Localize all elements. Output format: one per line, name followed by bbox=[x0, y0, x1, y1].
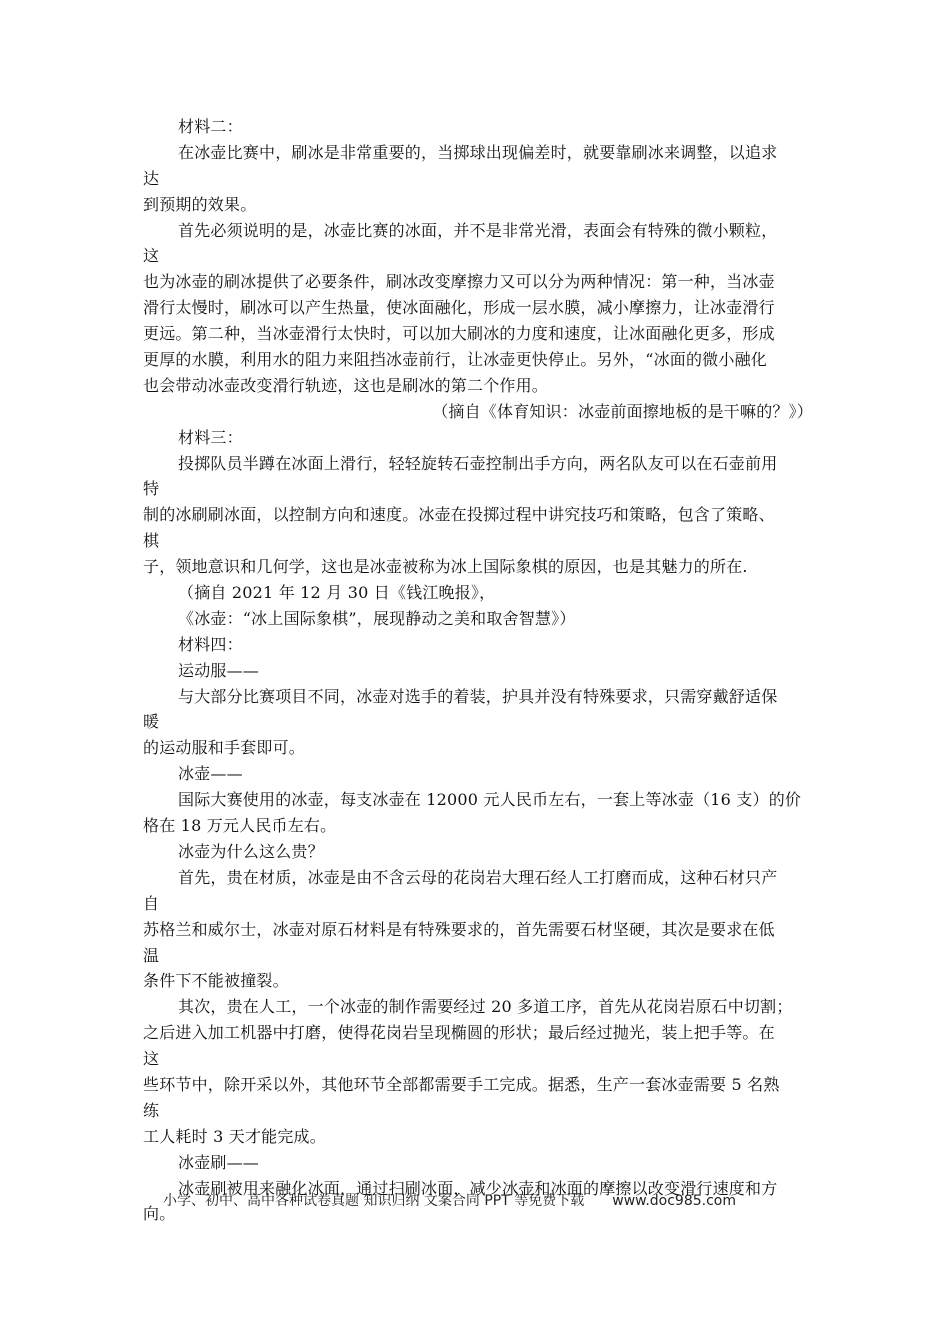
text-line: 达 bbox=[143, 168, 160, 188]
text-line: 温 bbox=[143, 945, 160, 965]
text-line: 向。 bbox=[143, 1204, 176, 1224]
text-line: 与大部分比赛项目不同，冰壶对选手的着装，护具并没有特殊要求，只需穿戴舒适保 bbox=[178, 686, 778, 706]
text-line: 格在 18 万元人民币左右。 bbox=[143, 816, 337, 836]
text-line: 首先必须说明的是，冰壶比赛的冰面，并不是非常光滑，表面会有特殊的微小颗粒， bbox=[178, 220, 778, 240]
text-line: 工人耗时 3 天才能完成。 bbox=[143, 1126, 326, 1146]
text-line: 条件下不能被撞裂。 bbox=[143, 971, 289, 991]
text-line: 冰壶—— bbox=[178, 764, 243, 784]
text-line: 这 bbox=[143, 1049, 160, 1069]
text-line: 更远。第二种，当冰壶滑行太快时，可以加大刷冰的力度和速度，让冰面融化更多，形成 bbox=[143, 324, 775, 344]
text-line: 其次，贵在人工，一个冰壶的制作需要经过 20 多道工序，首先从花岗岩原石中切割； bbox=[178, 997, 793, 1017]
citation-line: （摘自《体育知识：冰壶前面擦地板的是干嘛的？》） bbox=[432, 401, 813, 421]
text-line: 材料四： bbox=[178, 634, 243, 654]
text-line: 首先，贵在材质，冰壶是由不含云母的花岗岩大理石经人工打磨而成，这种石材只产 bbox=[178, 867, 778, 887]
text-line: 材料二： bbox=[178, 117, 243, 136]
page-footer bbox=[163, 1190, 736, 1210]
text-line: 之后进入加工机器中打磨，使得花岗岩呈现椭圆的形状；最后经过抛光，装上把手等。在 bbox=[143, 1023, 775, 1043]
text-line: 国际大赛使用的冰壶，每支冰壶在 12000 元人民币左右，一套上等冰壶（16 支）的价 bbox=[178, 790, 802, 810]
text-line: 些环节中，除开采以外，其他环节全部都需要手工完成。据悉，生产一套冰壶需要 5 名熟 bbox=[143, 1074, 780, 1094]
text-line: 《冰壶：“冰上国际象棋”，展现静动之美和取舍智慧》） bbox=[178, 608, 576, 628]
text-line: 更厚的水膜，利用水的阻力来阻挡冰壶前行，让冰壶更快停止。另外，“冰面的微小融化 bbox=[143, 350, 767, 370]
footer-site-link[interactable]: www.doc985.com bbox=[612, 1193, 736, 1209]
text-line: 制的冰刷刷冰面，以控制方向和速度。冰壶在投掷过程中讲究技巧和策略，包含了策略、 bbox=[143, 505, 775, 525]
text-line: 投掷队员半蹲在冰面上滑行，轻轻旋转石壶控制出手方向，两名队友可以在石壶前用 bbox=[178, 453, 778, 473]
text-line: 自 bbox=[143, 893, 160, 913]
text-line: （摘自 2021 年 12 月 30 日《钱江晚报》， bbox=[178, 583, 496, 603]
text-line: 练 bbox=[143, 1100, 160, 1120]
text-line: 也为冰壶的刷冰提供了必要条件，刷冰改变摩擦力又可以分为两种情况：第一种，当冰壶 bbox=[143, 272, 775, 292]
text-line: 到预期的效果。 bbox=[143, 194, 257, 214]
text-line: 这 bbox=[143, 246, 160, 266]
text-line: 苏格兰和威尔士，冰壶对原石材料是有特殊要求的，首先需要石材坚硬，其次是要求在低 bbox=[143, 919, 775, 939]
footer-text: 小学、初中、高中各种试卷真题 知识归纳 文案合同 PPT 等免费下载 bbox=[163, 1193, 585, 1209]
text-line: 特 bbox=[143, 479, 160, 499]
text-line: 棋 bbox=[143, 531, 160, 551]
text-line: 滑行太慢时，刷冰可以产生热量，使冰面融化，形成一层水膜，减小摩擦力，让冰壶滑行 bbox=[143, 298, 775, 318]
text-line: 也会带动冰壶改变滑行轨迹，这也是刷冰的第二个作用。 bbox=[143, 375, 549, 395]
text-line: 冰壶为什么这么贵？ bbox=[178, 841, 324, 861]
text-line: 材料三： bbox=[178, 427, 243, 447]
text-line: 的运动服和手套即可。 bbox=[143, 738, 306, 758]
text-line: 运动服—— bbox=[178, 660, 260, 680]
text-line: 子，领地意识和几何学，这也是冰壶被称为冰上国际象棋的原因，也是其魅力的所在. bbox=[143, 557, 748, 577]
text-line: 冰壶刷被用来融化冰面，通过扫刷冰面，减少冰壶和冰面的摩擦以改变滑行速度和方 bbox=[178, 1178, 778, 1198]
text-line: 冰壶刷—— bbox=[178, 1152, 260, 1172]
document-body bbox=[143, 114, 813, 1227]
text-line: 在冰壶比赛中，刷冰是非常重要的，当掷球出现偏差时，就要靠刷冰来调整，以追求 bbox=[178, 142, 778, 162]
text-line: 暖 bbox=[143, 712, 160, 732]
